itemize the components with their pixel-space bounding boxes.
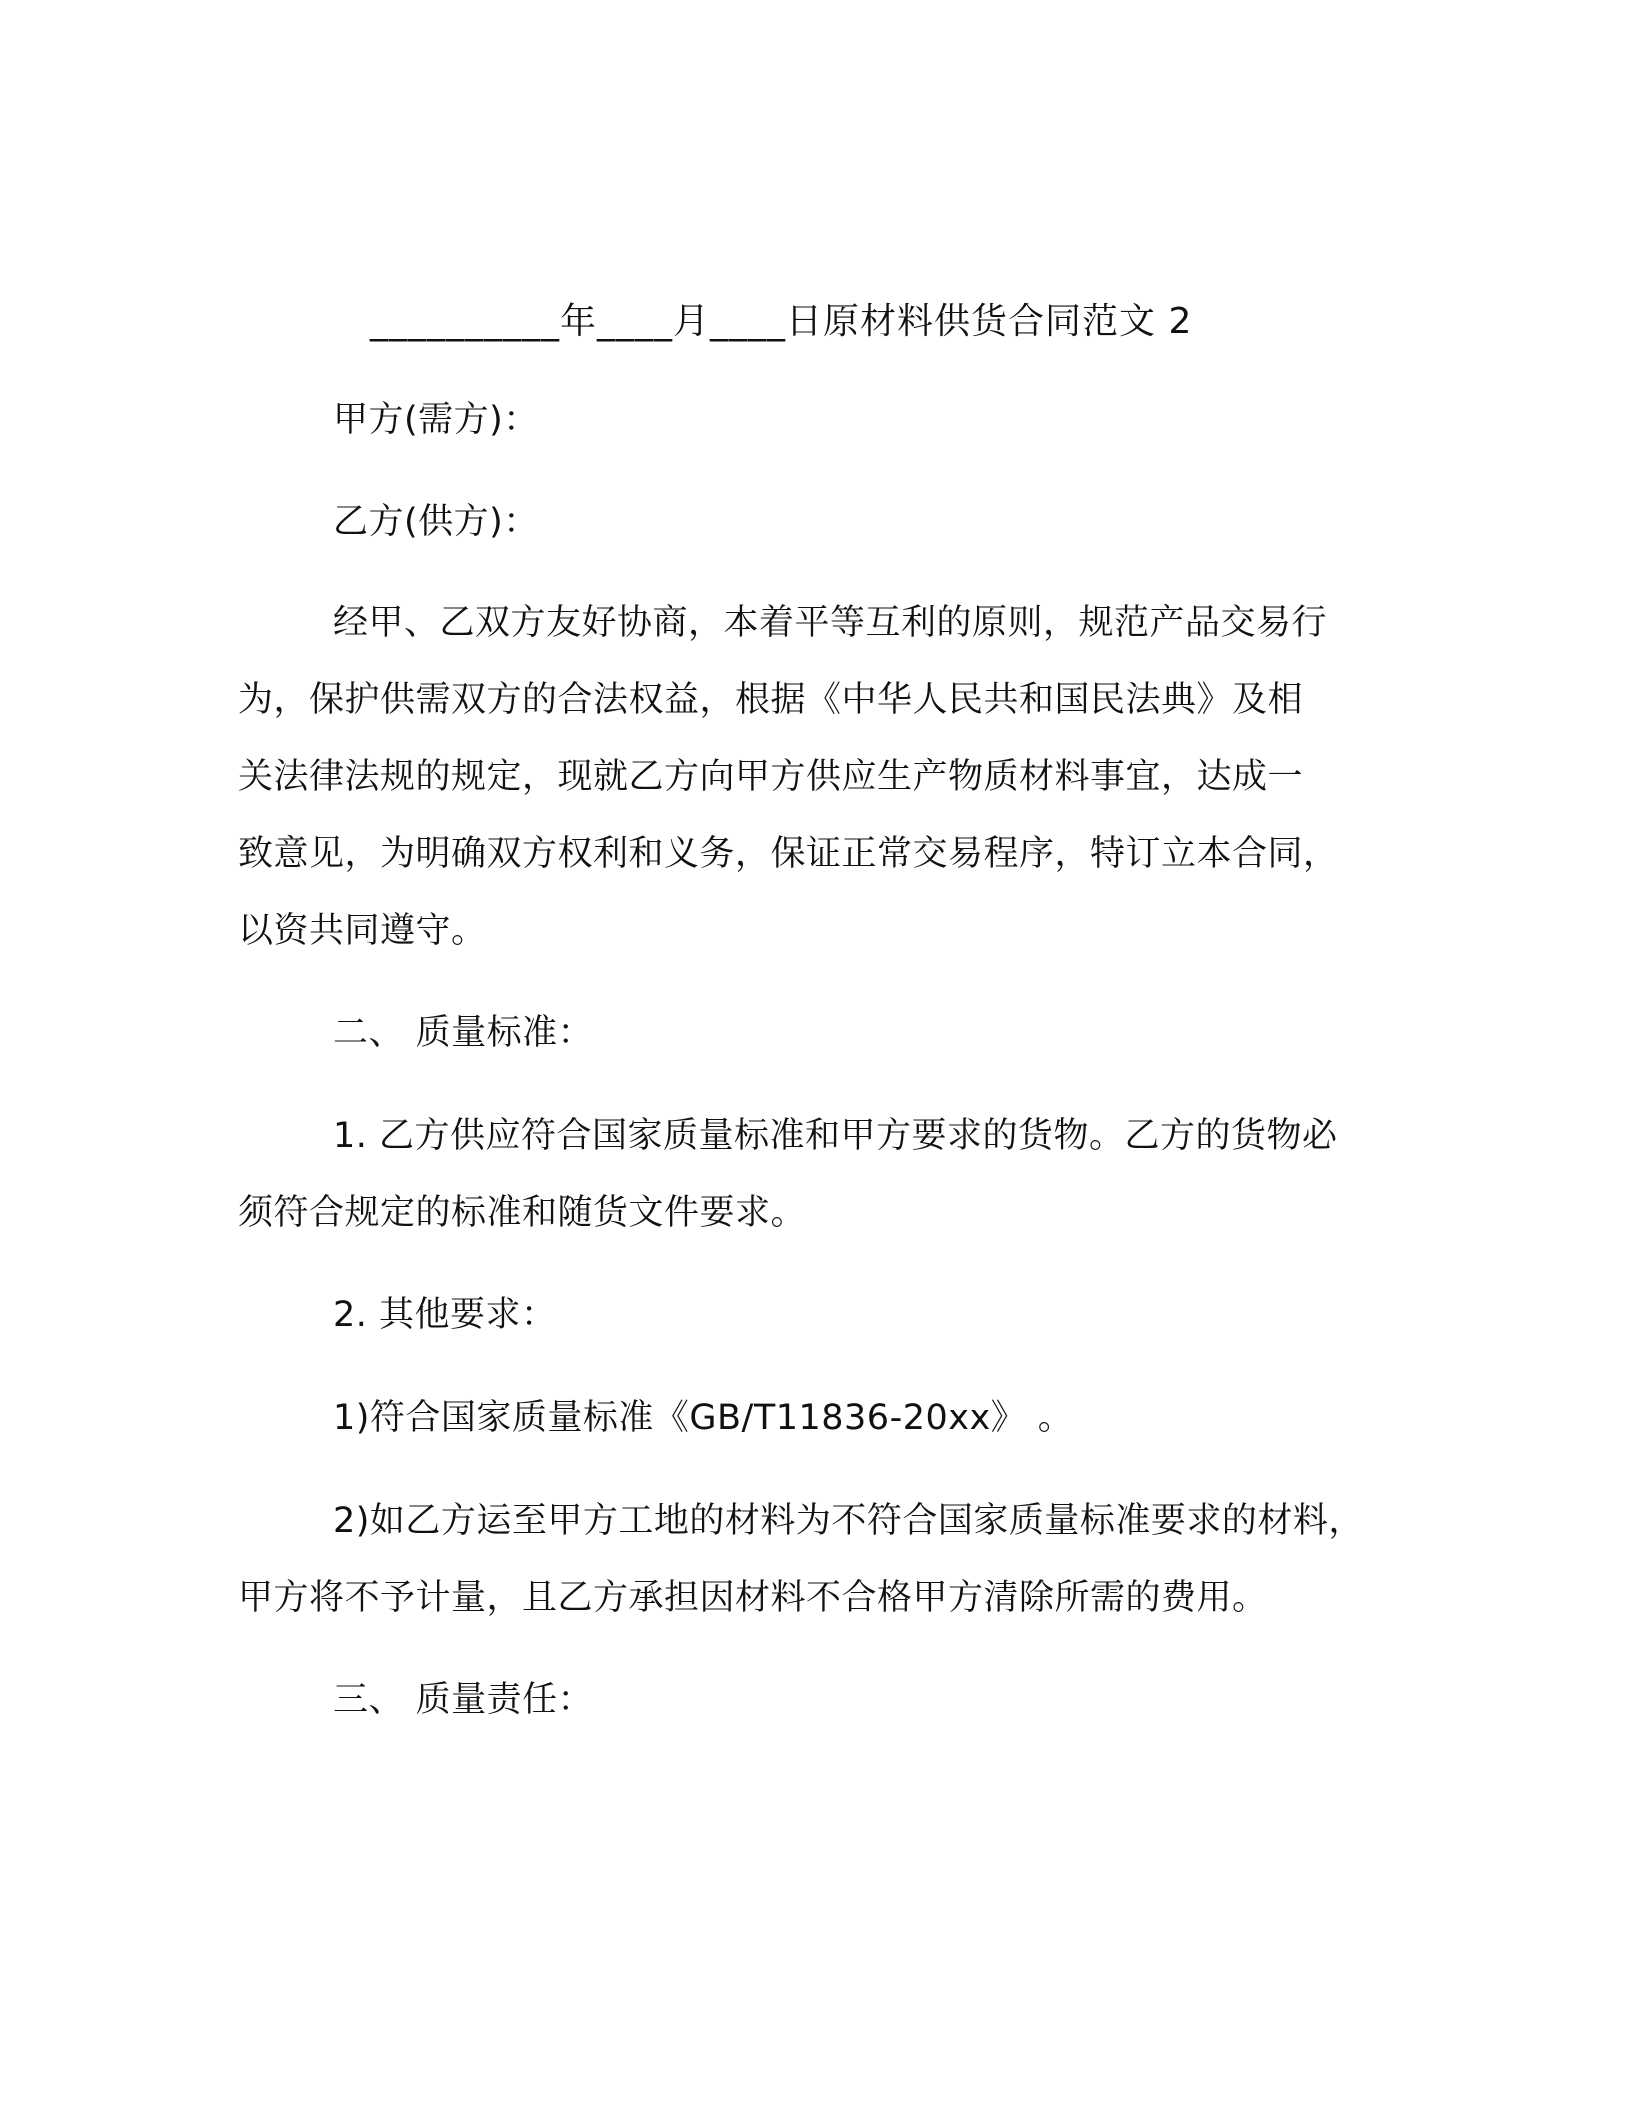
intro-line: 为，保护供需双方的合法权益，根据《中华人民共和国民法典》及相 xyxy=(238,680,1304,720)
document-title: __________年____月____日原材料供货合同范文 2 xyxy=(370,301,1193,342)
intro-line: 经甲、乙双方友好协商，本着平等互利的原则，规范产品交易行 xyxy=(333,603,1328,643)
item-1-line: 1. 乙方供应符合国家质量标准和甲方要求的货物。乙方的货物必 xyxy=(333,1116,1338,1156)
intro-line: 关法律法规的规定，现就乙方向甲方供应生产物质材料事宜，达成一 xyxy=(238,757,1304,797)
intro-line: 致意见，为明确双方权利和义务，保证正常交易程序，特订立本合同， xyxy=(238,834,1339,874)
item-1-line: 须符合规定的标准和随货文件要求。 xyxy=(238,1193,807,1233)
party-b-label: 乙方(供方)： xyxy=(333,502,539,542)
section-3-heading: 三、 质量责任： xyxy=(333,1680,594,1720)
intro-line: 以资共同遵守。 xyxy=(238,911,487,951)
sub-item-1: 1)符合国家质量标准《GB/T11836-20xx》 。 xyxy=(333,1398,1074,1438)
quality-item-2: 2. 其他要求： xyxy=(333,1295,557,1335)
sub-item-2-line: 2)如乙方运至甲方工地的材料为不符合国家质量标准要求的材料， xyxy=(333,1501,1364,1541)
party-a-label: 甲方(需方)： xyxy=(333,400,539,440)
sub-item-2-line: 甲方将不予计量，且乙方承担因材料不合格甲方清除所需的费用。 xyxy=(238,1578,1268,1618)
section-2-heading: 二、 质量标准： xyxy=(333,1013,594,1053)
